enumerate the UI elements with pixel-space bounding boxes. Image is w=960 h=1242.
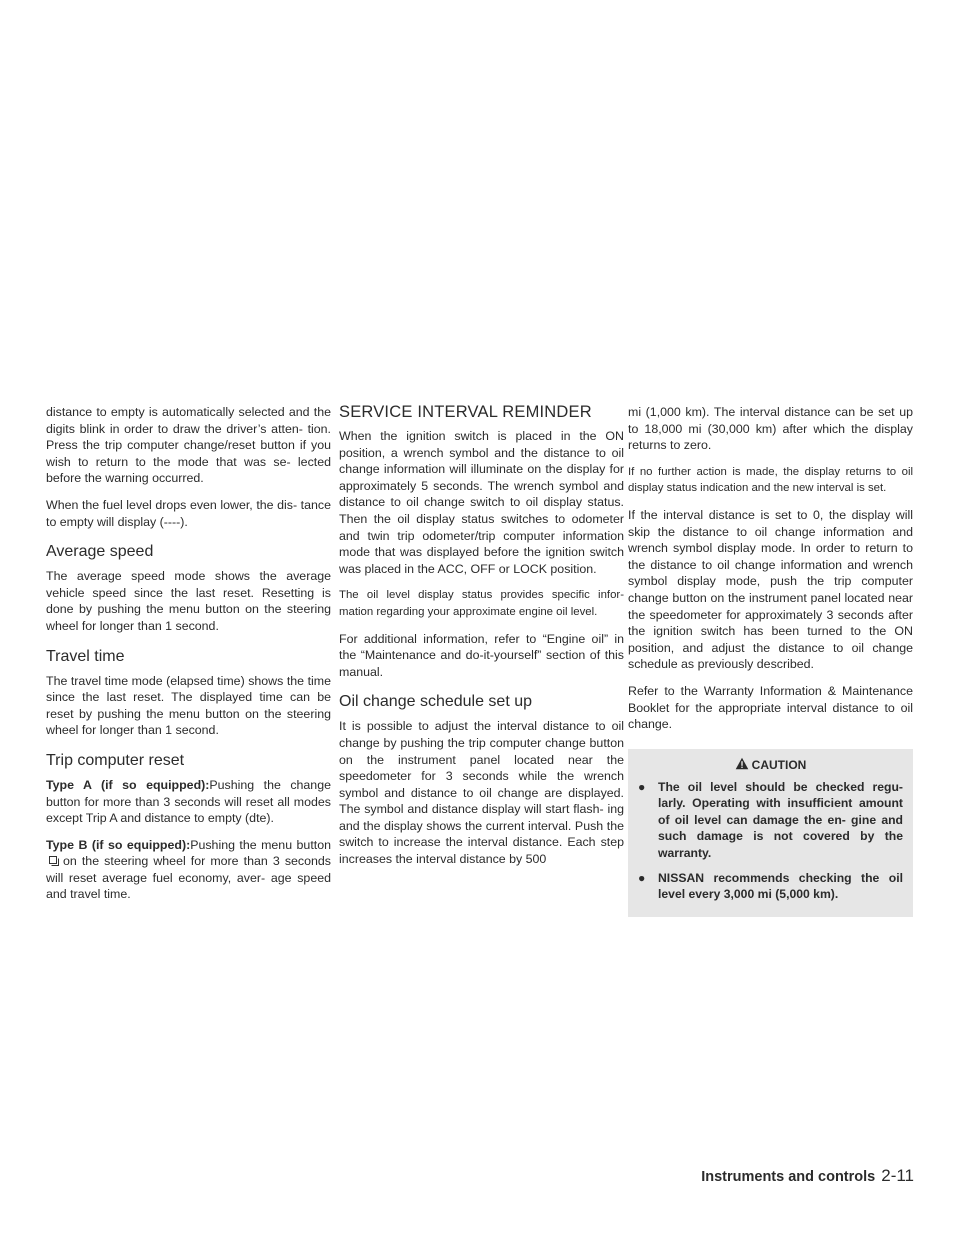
page-footer (701, 1166, 914, 1186)
type-a-label: Type A (if so equipped): (46, 777, 210, 792)
caution-item: ● The oil level should be checked regu- larly. Operating with insufficient amount of oil level can damage the en- gine and such damage is not covered by the warranty. (638, 779, 903, 861)
heading-travel-time: Travel time (46, 647, 125, 665)
bullet-icon: ● (638, 779, 646, 794)
caution-title: CAUTION (751, 757, 807, 772)
heading-oil-change-schedule: Oil change schedule set up (339, 693, 533, 711)
column-left (46, 404, 331, 913)
column-middle (339, 402, 624, 878)
paragraph-warranty-reference: Refer to the Warranty Information & Maintenance Booklet for the appropriate interval distance to oil change. (628, 683, 913, 732)
menu-button-icon (49, 856, 59, 866)
paragraph-oil-change-setup: It is possible to adjust the interval distance to oil change by pushing the trip computer change button on the instrument panel located near the speedometer for 3 seconds while the wrench symbol and distance to oil change are displayed. The symbol and distance display will start flash- ing and the display shows the current interval. Push the switch to increase the interval distance. Each step increases the interval distance by 500 (339, 719, 624, 867)
type-a-text: Pushing the change button for more than 3 seconds will reset all modes except Trip A and distance to empty (dte). (46, 777, 331, 826)
paragraph-interval-zero: If the interval distance is set to 0, the display will skip the distance to oil change information and wrench symbol display mode. In order to return to the distance to oil change information and wrench symbol display mode, push the trip computer change button on the instrument panel located near the speedometer for approximately 3 seconds after the ignition switch has been turned to the ON position, and adjust the distance to oil change schedule as previously described. (628, 507, 913, 672)
paragraph-average-speed: The average speed mode shows the average vehicle speed since the last reset. Resetting is done by pushing the menu button on the steering wheel for longer than 1 second. (46, 569, 331, 633)
heading-service-interval-reminder: SERVICE INTERVAL REMINDER (339, 403, 592, 421)
paragraph-type-b (46, 837, 331, 903)
warning-triangle-icon (735, 757, 749, 773)
caution-box (628, 749, 913, 917)
heading-average-speed: Average speed (46, 543, 154, 561)
chapter-title: Instruments and controls (701, 1169, 876, 1185)
paragraph-no-further-action: If no further action is made, the display returns to oil display status indication and the new interval is set. (628, 465, 913, 495)
page-number: 2-11 (881, 1166, 914, 1185)
paragraph-oil-level-status: The oil level display status provides specific infor- mation regarding your approximate engine oil level. (339, 589, 624, 618)
bullet-icon: ● (638, 870, 646, 885)
caution-header (628, 749, 913, 779)
caution-item: ● NISSAN recommends checking the oil level every 3,000 mi (5,000 km). (638, 870, 903, 902)
paragraph-sir-intro: When the ignition switch is placed in the ON position, a wrench symbol and the distance to oil change information will illuminate on the display for approximately 5 seconds. The wrench symbol and distance to oil change switch to oil display status. Then the oil display status switches to odometer and twin trip odometer/trip computer information mode that was displayed before the ignition switch was placed in the ACC, OFF or LOCK position. (339, 429, 624, 576)
paragraph-dte-display: When the fuel level drops even lower, the dis- tance to empty will display (----). (46, 497, 331, 529)
heading-trip-computer-reset: Trip computer reset (46, 751, 185, 769)
column-right (628, 404, 913, 917)
paragraph-travel-time: The travel time mode (elapsed time) shows the time since the last reset. The displayed time can be reset by pushing the menu button on the steering wheel for longer than 1 second. (46, 673, 331, 738)
type-b-text-2: on the steering wheel for more than 3 seconds will reset average fuel economy, aver- age speed and travel time. (46, 854, 331, 902)
paragraph-engine-oil-reference: For additional information, refer to “Engine oil” in the “Maintenance and do-it-yourself” section of this manual. (339, 631, 624, 679)
type-b-text-1: Pushing the menu button (190, 837, 331, 852)
paragraph-dte-warning: distance to empty is automatically selected and the digits blink in order to draw the driver’s atten- tion. Press the trip computer change/reset button if you wish to return to the mode that was se- lected before the warning occurred. (46, 405, 331, 486)
type-b-label: Type B (if so equipped): (46, 837, 191, 852)
caution-list (628, 779, 913, 911)
paragraph-type-a (46, 777, 331, 827)
paragraph-interval-range: mi (1,000 km). The interval distance can be set up to 18,000 mi (30,000 km) after which the display returns to zero. (628, 405, 913, 453)
